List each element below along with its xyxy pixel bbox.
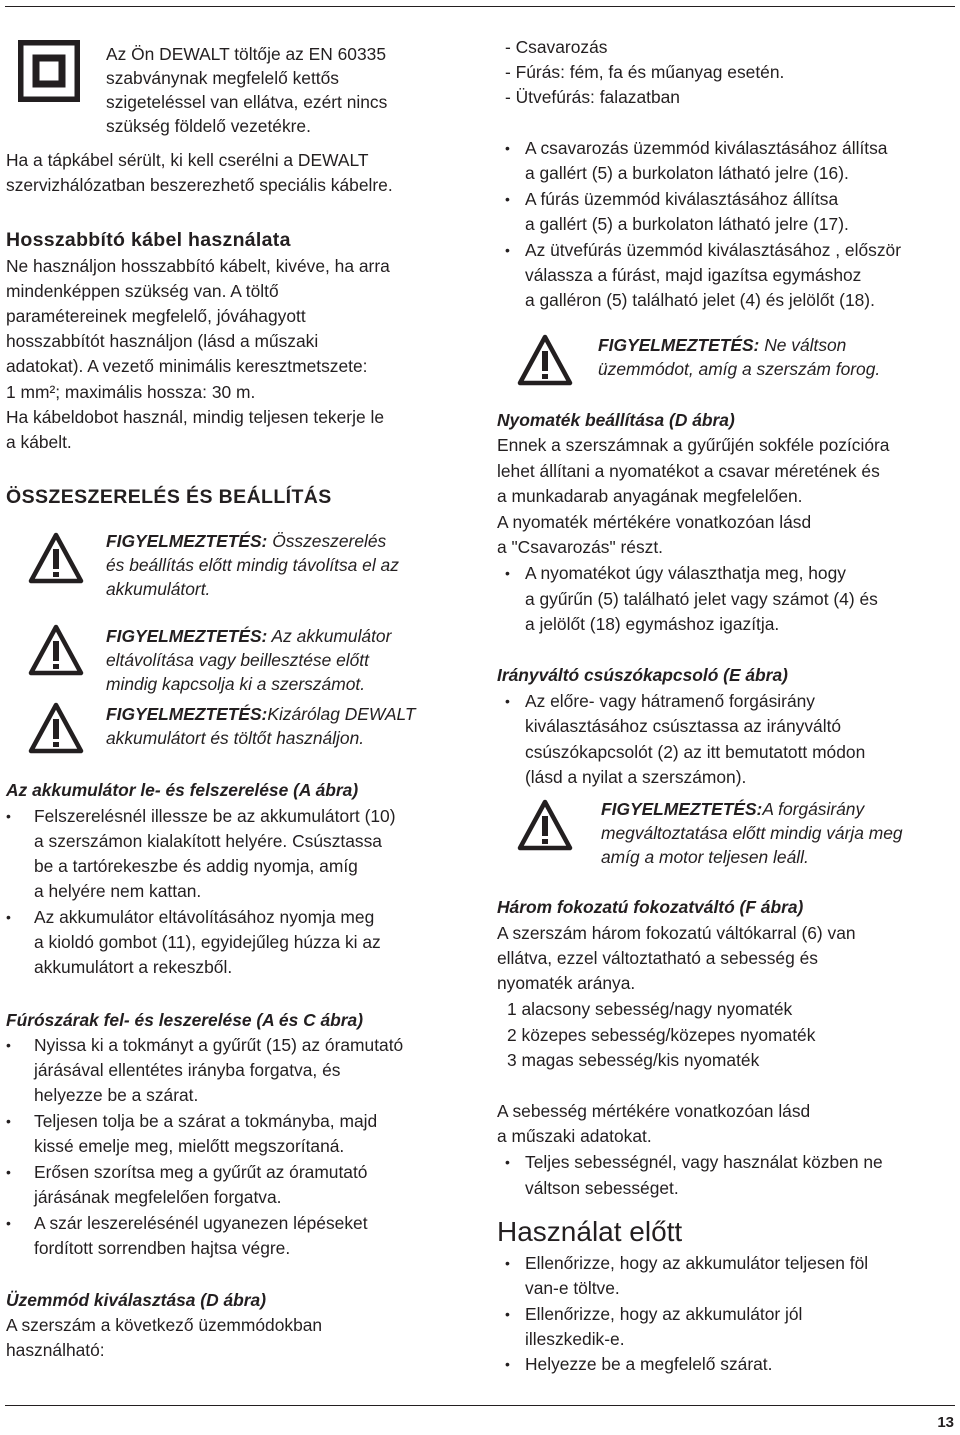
assembly-section-title: ÖSSZESZERELÉS ÉS BEÁLLÍTÁS [6, 486, 332, 508]
before-use-heading: Használat előtt [497, 1216, 683, 1247]
torque-line-3: a munkadarab anyagának megfelelően. [497, 486, 803, 506]
warning-line-2: üzemmódot, amíg a szerszám forog. [598, 359, 881, 379]
speed-line-1: A sebesség mértékére vonatkozóan lásd [497, 1101, 811, 1121]
cable-text-2: szervizhálózatban beszerezhető speciális kábelre. [6, 175, 393, 195]
warning-triangle-icon [28, 532, 84, 584]
gear-heading: Három fokozatú fokozatváltó (F ábra) [497, 897, 804, 917]
gear-option: 3 magas sebesség/kis nyomaték [507, 1050, 760, 1070]
warning-line-3: amíg a motor teljesen leáll. [601, 847, 809, 867]
ext-line-3: paramétereinek megfelelő, jóváhagyott [6, 306, 306, 326]
warning-1-line-3: akkumulátort. [106, 579, 211, 599]
ext-line-7: Ha kábeldobot használ, mindig teljesen tekerje le [6, 407, 384, 427]
ext-line-4: hosszabbítót használjon (lásd a műszaki [6, 331, 319, 351]
warning-line-1: FIGYELMEZTETÉS: Ne váltson [598, 335, 847, 355]
bit-heading: Fúrószárak fel- és leszerelése (A és C ábra) [6, 1010, 364, 1030]
bottom-rule [5, 1405, 955, 1406]
ext-line-8: a kábelt. [6, 432, 72, 452]
gear-line-1: A szerszám három fokozatú váltókarral (6) van [497, 923, 856, 943]
page-number: 13 [937, 1414, 954, 1431]
top-rule [5, 6, 955, 7]
ext-line-6: 1 mm²; maximális hossza: 30 m. [6, 382, 256, 402]
battery-heading: Az akkumulátor le- és felszerelése (A ábra) [6, 780, 359, 800]
warning-line-1: FIGYELMEZTETÉS:A forgásirány [601, 799, 865, 819]
torque-line-5: a "Csavarozás" részt. [497, 537, 664, 557]
warning-2-line-2: eltávolítása vagy beillesztése előtt [106, 650, 369, 670]
mode-line-1: A szerszám a következő üzemmódokban [6, 1315, 323, 1335]
warning-triangle-icon [517, 334, 573, 386]
warning-3-line-1: FIGYELMEZTETÉS:Kizárólag DEWALT [106, 704, 416, 724]
gear-option: 1 alacsony sebesség/nagy nyomaték [507, 999, 793, 1019]
gear-line-2: ellátva, ezzel változtatható a sebesség és [497, 948, 818, 968]
mode-line-2: használható: [6, 1340, 105, 1360]
speed-line-2: a műszaki adatokat. [497, 1126, 652, 1146]
charger-text-2: szabványnak megfelelő kettős [106, 68, 339, 88]
warning-3-line-2: akkumulátort és töltőt használjon. [106, 728, 365, 748]
ext-line-5: adatokat). A vezető minimális keresztmetszete: [6, 356, 368, 376]
warning-triangle-icon [28, 702, 84, 754]
extension-heading: Hosszabbító kábel használata [6, 229, 291, 251]
direction-heading: Irányváltó csúszókapcsoló (E ábra) [497, 665, 788, 685]
gear-option: 2 közepes sebesség/közepes nyomaték [507, 1025, 816, 1045]
double-insulation-icon [18, 40, 80, 102]
warning-triangle-icon [517, 799, 573, 851]
torque-line-4: A nyomaték mértékére vonatkozóan lásd [497, 512, 812, 532]
charger-text-1: Az Ön DEWALT töltője az EN 60335 [106, 44, 386, 64]
mode-item: - Ütvefúrás: falazatban [505, 87, 680, 107]
torque-line-2: lehet állítani a nyomatékot a csavar méretének és [497, 461, 880, 481]
cable-text-1: Ha a tápkábel sérült, ki kell cserélni a DEWALT [6, 150, 369, 170]
charger-text-3: szigeteléssel van ellátva, ezért nincs [106, 92, 388, 112]
mode-heading: Üzemmód kiválasztása (D ábra) [6, 1290, 266, 1310]
charger-text-4: szükség földelő vezetékre. [106, 116, 311, 136]
ext-line-2: mindenképpen szükség van. A töltő [6, 281, 279, 301]
mode-item: - Fúrás: fém, fa és műanyag esetén. [505, 62, 785, 82]
torque-heading: Nyomaték beállítása (D ábra) [497, 410, 735, 430]
mode-item: - Csavarozás [505, 37, 608, 57]
warning-2-line-3: mindig kapcsolja ki a szerszámot. [106, 674, 366, 694]
warning-2-line-1: FIGYELMEZTETÉS: Az akkumulátor [106, 626, 392, 646]
ext-line-1: Ne használjon hosszabbító kábelt, kivéve, ha arra [6, 256, 390, 276]
warning-1-line-2: és beállítás előtt mindig távolítsa el az [106, 555, 399, 575]
warning-1-line-1: FIGYELMEZTETÉS: Összeszerelés [106, 531, 387, 551]
warning-line-2: megváltoztatása előtt mindig várja meg [601, 823, 903, 843]
gear-line-3: nyomaték aránya. [497, 973, 636, 993]
warning-triangle-icon [28, 624, 84, 676]
torque-line-1: Ennek a szerszámnak a gyűrűjén sokféle pozícióra [497, 435, 890, 455]
